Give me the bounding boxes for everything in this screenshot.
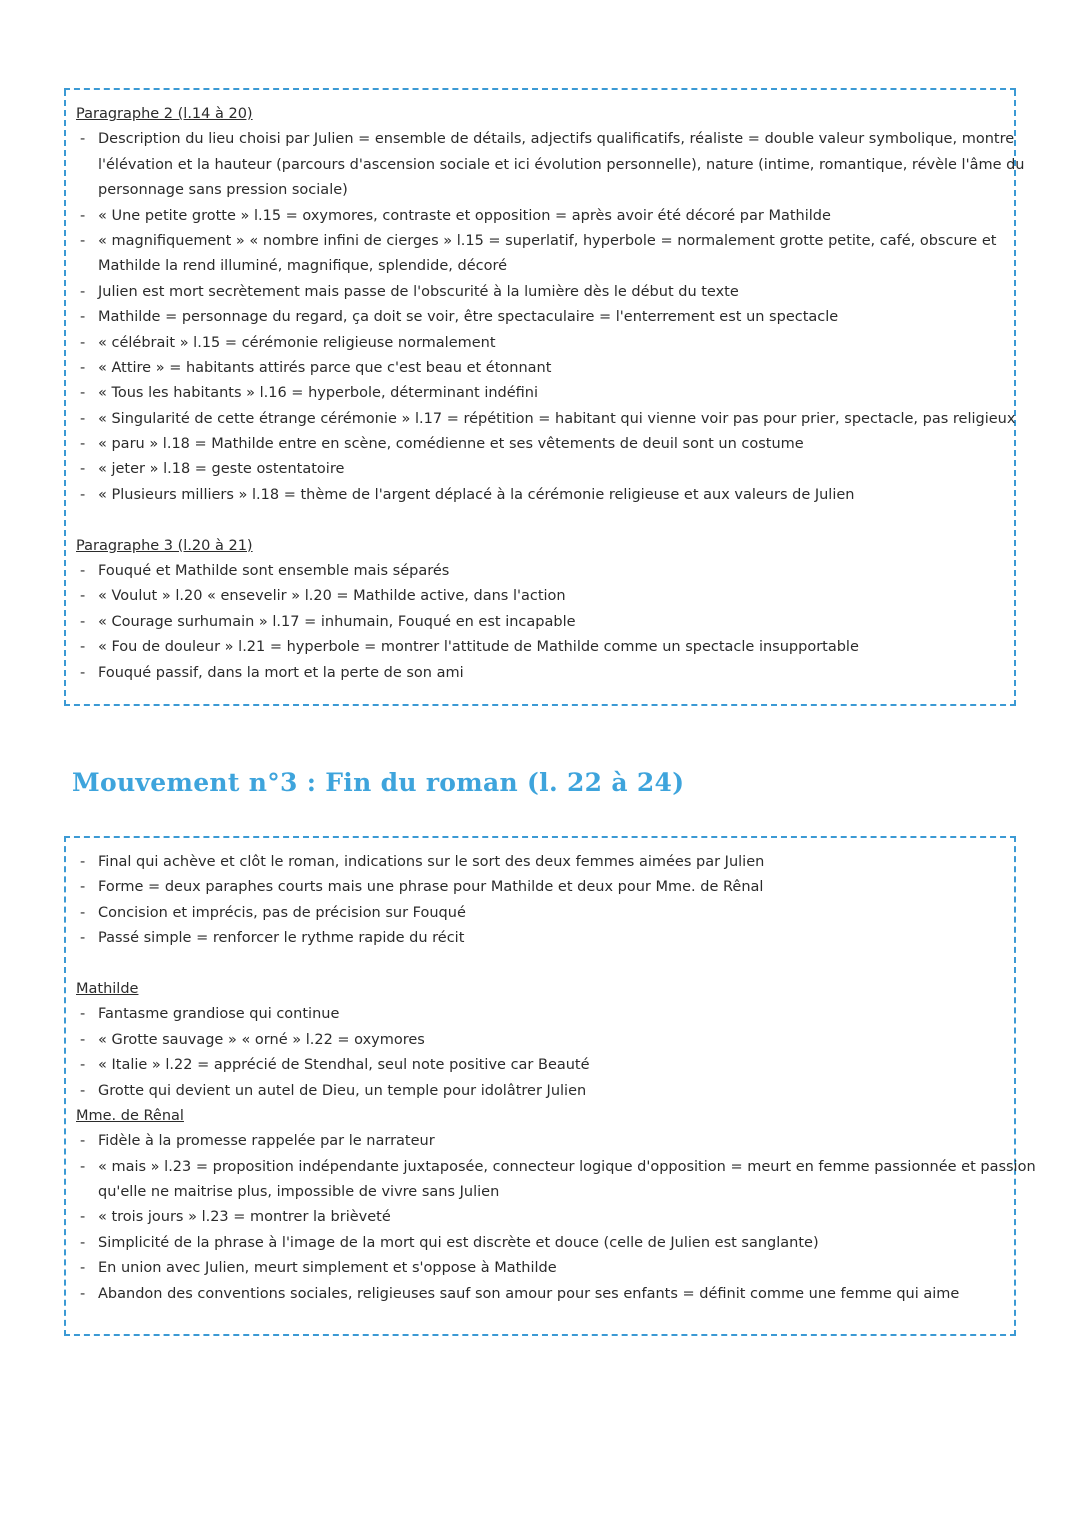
bullet-dash: - <box>80 930 86 947</box>
bullet-dash: - <box>80 461 86 478</box>
bullet-dash: - <box>80 1082 86 1099</box>
list-item <box>76 901 1000 926</box>
list-item <box>76 875 1000 900</box>
bullet-dash: - <box>80 1031 86 1048</box>
paragraph-3-list <box>76 559 1000 686</box>
list-item-text: Grotte qui devient un autel de Dieu, un temple pour idolâtrer Julien <box>98 1082 587 1099</box>
list-item <box>76 635 1000 660</box>
bullet-dash: - <box>80 436 86 453</box>
notes-box-paragraphs <box>64 90 1025 706</box>
list-item-text: En union avec Julien, meurt simplement et s'oppose à Mathilde <box>98 1260 557 1277</box>
list-item-text: Fouqué et Mathilde sont ensemble mais séparés <box>98 563 450 580</box>
list-item <box>76 1053 1000 1078</box>
bullet-dash: - <box>80 664 86 681</box>
mathilde-list <box>76 1002 1000 1104</box>
list-item <box>76 204 1000 229</box>
list-item-text: « Singularité de cette étrange cérémonie » l.17 = répétition = habitant qui vienne voir pas pour prier, spectacle, pas religieux <box>98 410 1016 427</box>
list-item <box>76 127 1015 152</box>
list-item-text: « paru » l.18 = Mathilde entre en scène, comédienne et ses vêtements de deuil sont un costume <box>98 436 804 453</box>
list-item <box>76 356 1000 381</box>
list-item <box>76 1282 1000 1307</box>
bullet-dash: - <box>80 410 86 427</box>
bullet-dash: - <box>80 1234 86 1251</box>
list-item-text: « Attire » = habitants attirés parce que c'est beau et étonnant <box>98 359 552 376</box>
list-item <box>76 1155 1036 1180</box>
list-item-text: « Une petite grotte » l.15 = oxymores, contraste et opposition = après avoir été décoré par Mathilde <box>98 207 831 224</box>
list-item <box>76 1129 1000 1154</box>
list-item-text: « mais » l.23 = proposition indépendante juxtaposée, connecteur logique d'opposition = meurt en femme passionnée et passion <box>98 1158 1036 1175</box>
list-item-text: Final qui achève et clôt le roman, indications sur le sort des deux femmes aimées par Julien <box>98 854 765 870</box>
list-item-continuation <box>76 178 1000 203</box>
bullet-dash: - <box>80 1006 86 1023</box>
movement-3-title: Mouvement n°3 : Fin du roman (l. 22 à 24) <box>72 768 685 797</box>
paragraph-2-heading: Paragraphe 2 (l.14 à 20) <box>76 106 253 122</box>
list-item <box>76 1028 1000 1053</box>
bullet-dash: - <box>80 1057 86 1074</box>
list-item <box>76 926 1000 951</box>
bullet-dash: - <box>80 563 86 580</box>
list-item-text: Fidèle à la promesse rappelée par le narrateur <box>98 1133 435 1150</box>
bullet-dash: - <box>80 588 86 605</box>
renal-list <box>76 1129 1036 1307</box>
list-item <box>76 457 1000 482</box>
list-item-text: « Tous les habitants » l.16 = hyperbole, déterminant indéfini <box>98 385 539 402</box>
bullet-dash: - <box>80 232 86 249</box>
bullet-dash: - <box>80 639 86 656</box>
list-item-text: « trois jours » l.23 = montrer la brièveté <box>98 1209 391 1226</box>
list-item-text: « Grotte sauvage » « orné » l.22 = oxymores <box>98 1031 425 1048</box>
list-item <box>76 1205 1000 1230</box>
bullet-dash: - <box>80 385 86 402</box>
bullet-dash: - <box>80 309 86 326</box>
paragraph-3-heading: Paragraphe 3 (l.20 à 21) <box>76 537 253 554</box>
list-item-text: Mathilde = personnage du regard, ça doit se voir, être spectaculaire = l'enterrement est un spectacle <box>98 309 839 326</box>
list-item-continuation <box>76 153 1025 178</box>
list-item <box>76 432 1000 457</box>
list-item-text: « Italie » l.22 = apprécié de Stendhal, seul note positive car Beauté <box>98 1057 590 1074</box>
list-item-text: « jeter » l.18 = geste ostentatoire <box>98 461 345 478</box>
list-item-text: Simplicité de la phrase à l'image de la mort qui est discrète et douce (celle de Julien est sanglante) <box>98 1234 819 1251</box>
list-item-text: « Voulut » l.20 « ensevelir » l.20 = Mathilde active, dans l'action <box>98 588 566 605</box>
list-item <box>76 229 1000 254</box>
list-item-text: Mathilde la rend illuminé, magnifique, splendide, décoré <box>98 258 508 275</box>
bullet-dash: - <box>80 334 86 351</box>
notes-content <box>76 102 1025 686</box>
list-item-text: « Plusieurs milliers » l.18 = thème de l'argent déplacé à la cérémonie religieuse et aux valeurs de Julien <box>98 486 855 503</box>
list-item <box>76 1002 1000 1027</box>
list-item-text: Forme = deux paraphes courts mais une phrase pour Mathilde et deux pour Mme. de Rênal <box>98 879 764 896</box>
bullet-dash: - <box>80 359 86 376</box>
list-item <box>76 1256 1000 1281</box>
list-item-text: Concision et imprécis, pas de précision sur Fouqué <box>98 904 466 921</box>
bullet-dash: - <box>80 1158 86 1175</box>
list-item <box>76 610 1000 635</box>
list-item-text: Julien est mort secrètement mais passe de l'obscurité à la lumière dès le début du texte <box>98 283 739 300</box>
list-item <box>76 331 1000 356</box>
list-item <box>76 305 1000 330</box>
list-item-text: « Courage surhumain » l.17 = inhumain, Fouqué en est incapable <box>98 613 576 630</box>
list-item <box>76 661 1000 686</box>
intro-list <box>76 850 1000 952</box>
list-item <box>76 483 1000 508</box>
notes-box-movement-3 <box>64 836 1036 1336</box>
list-item-continuation <box>76 1180 1000 1205</box>
list-item <box>76 1079 1000 1104</box>
bullet-dash: - <box>80 283 86 300</box>
list-item-text: l'élévation et la hauteur (parcours d'ascension sociale et ici évolution personnelle), nature (intime, romantique, révèle l'âme du <box>98 156 1025 173</box>
list-item-text: Description du lieu choisi par Julien = ensemble de détails, adjectifs qualificatifs, réaliste = double valeur symbolique, montre <box>98 131 1015 148</box>
list-item-text: « célébrait » l.15 = cérémonie religieuse normalement <box>98 334 496 351</box>
bullet-dash: - <box>80 131 86 148</box>
bullet-dash: - <box>80 904 86 921</box>
list-item <box>76 559 1000 584</box>
bullet-dash: - <box>80 854 86 870</box>
list-item <box>76 850 1000 875</box>
list-item-text: personnage sans pression sociale) <box>98 182 348 199</box>
list-item-text: Fantasme grandiose qui continue <box>98 1006 340 1023</box>
mathilde-heading: Mathilde <box>76 980 139 997</box>
list-item-text: Passé simple = renforcer le rythme rapide du récit <box>98 930 465 947</box>
bullet-dash: - <box>80 207 86 224</box>
bullet-dash: - <box>80 613 86 630</box>
list-item-text: Fouqué passif, dans la mort et la perte de son ami <box>98 664 464 681</box>
list-item-text: « magnifiquement » « nombre infini de cierges » l.15 = superlatif, hyperbole = normalement grotte petite, café, obscure et <box>98 232 997 249</box>
bullet-dash: - <box>80 1285 86 1302</box>
list-item <box>76 584 1000 609</box>
list-item-continuation <box>76 254 1000 279</box>
notes-content <box>76 850 1036 1307</box>
list-item-text: qu'elle ne maitrise plus, impossible de vivre sans Julien <box>98 1184 500 1201</box>
list-item <box>76 1231 1000 1256</box>
list-item <box>76 381 1000 406</box>
list-item <box>76 407 1016 432</box>
bullet-dash: - <box>80 486 86 503</box>
list-item <box>76 280 1000 305</box>
bullet-dash: - <box>80 879 86 896</box>
bullet-dash: - <box>80 1209 86 1226</box>
paragraph-2-list <box>76 127 1025 508</box>
list-item-text: Abandon des conventions sociales, religieuses sauf son amour pour ses enfants = définit comme une femme qui aime <box>98 1285 960 1302</box>
renal-heading: Mme. de Rênal <box>76 1107 184 1124</box>
bullet-dash: - <box>80 1133 86 1150</box>
list-item-text: « Fou de douleur » l.21 = hyperbole = montrer l'attitude de Mathilde comme un spectacle insupportable <box>98 639 859 656</box>
bullet-dash: - <box>80 1260 86 1277</box>
